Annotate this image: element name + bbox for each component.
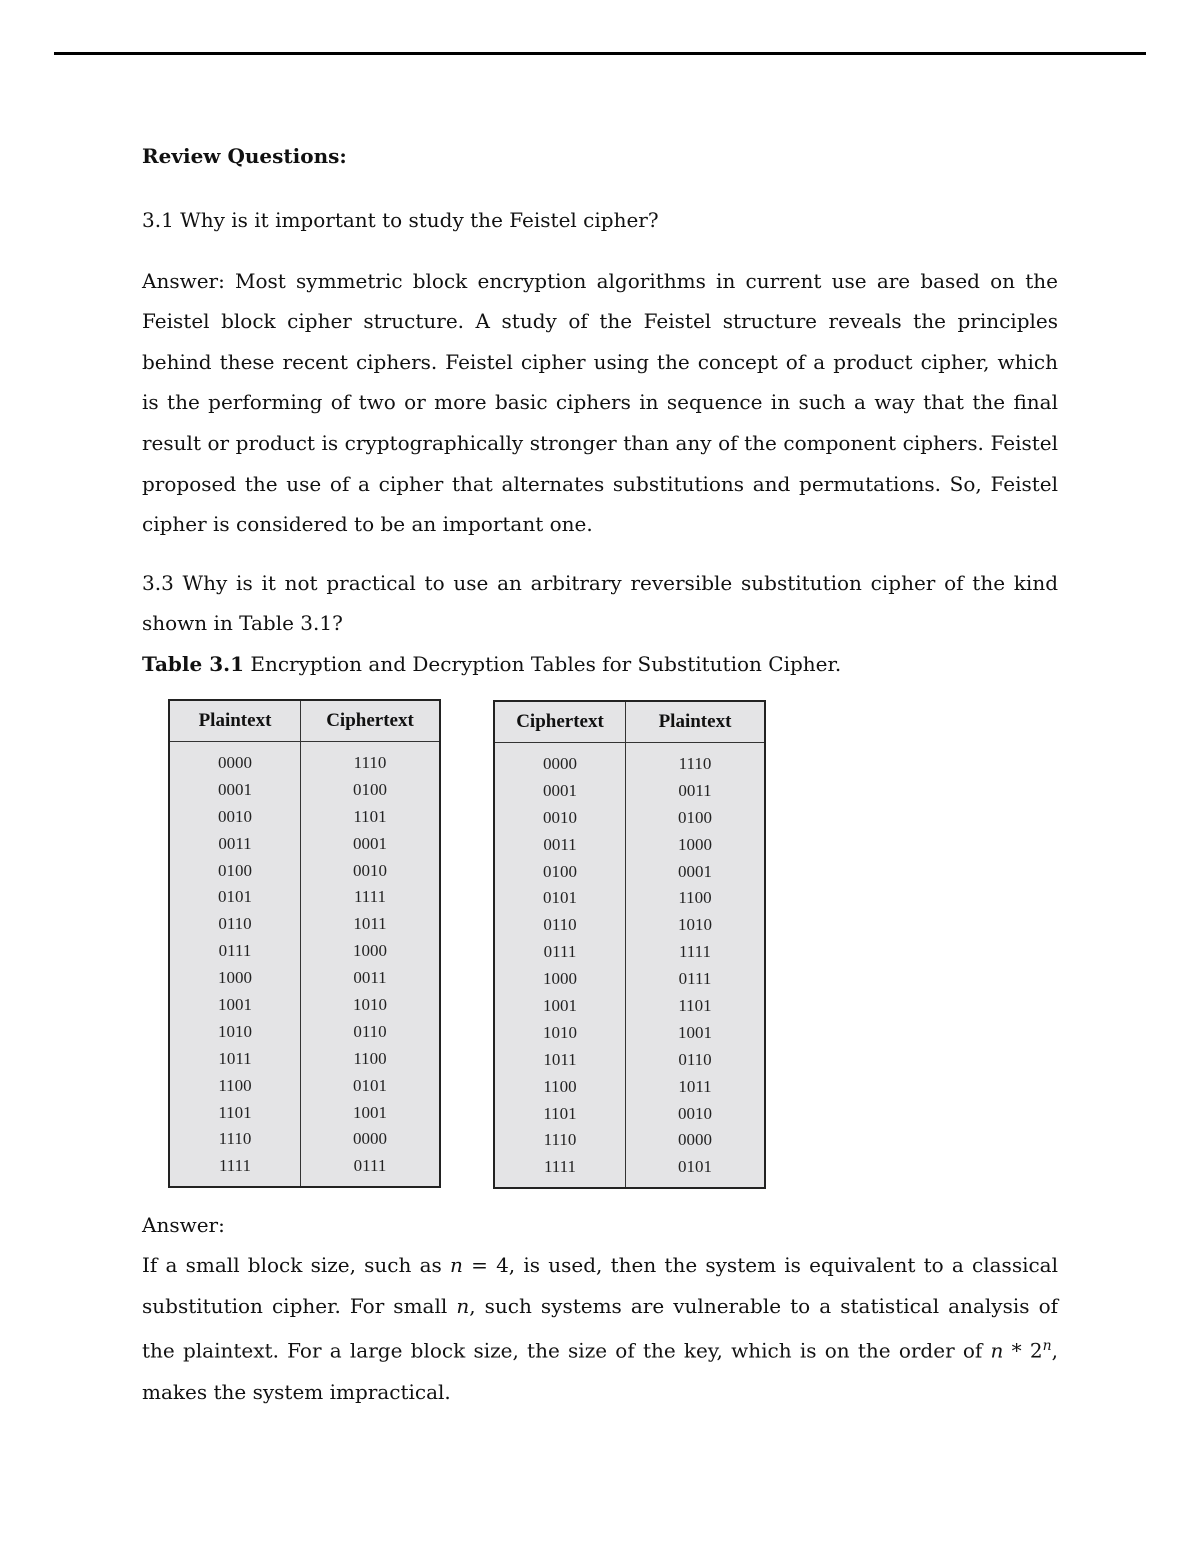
encryption-table-cell: 1110 [169,1126,301,1153]
decryption-table-cell: 1101 [494,1100,626,1127]
encryption-table-row [169,911,440,938]
encryption-table-cell: 0101 [353,1075,387,1095]
encryption-table-row [169,1099,440,1126]
decryption-table-row [494,804,765,831]
top-rule [54,52,1146,55]
decryption-table-row [494,885,765,912]
decryption-table-row [494,1073,765,1100]
decryption-table-row [494,858,765,885]
decryption-table-cell: 1000 [494,966,626,993]
encryption-header-ciphertext: Ciphertext [301,700,441,742]
decryption-table-cell: 0000 [494,742,626,777]
encryption-table-cell: 1001 [353,1102,387,1122]
encryption-table-cell: 1101 [169,1099,301,1126]
encryption-table-cell: 0110 [169,911,301,938]
question-3-3: 3.3 Why is it not practical to use an arbitrary reversible substitution cipher of the kind shown in Table 3.1? [142,570,1058,636]
encryption-table-row [169,803,440,830]
decryption-table-cell: 1100 [678,888,712,908]
encryption-table-cell: 1100 [353,1048,387,1068]
decryption-table-cell: 0011 [494,831,626,858]
encryption-table-row [169,1153,440,1187]
decryption-table-cell: 0011 [678,780,712,800]
decryption-table-row [494,742,765,777]
decryption-table-cell: 1111 [494,1154,626,1188]
table-caption-text: Encryption and Decryption Tables for Substitution Cipher. [244,651,842,676]
substitution-tables [142,699,1058,1199]
encryption-table-cell: 1111 [353,887,387,907]
decryption-table-row [494,966,765,993]
encryption-table-row [169,830,440,857]
answer-3-3-label: Answer: [142,1212,225,1237]
encryption-table-cell: 0111 [169,938,301,965]
encryption-table-cell: 0100 [169,857,301,884]
encryption-table-cell: 1010 [353,994,387,1014]
decryption-table-cell: 1101 [678,995,712,1015]
decryption-table-cell: 0110 [678,1049,712,1069]
decryption-table-row [494,1100,765,1127]
encryption-table-cell: 0000 [353,1129,387,1149]
decryption-table-cell: 0100 [678,807,712,827]
answer-3-1: Answer: Most symmetric block encryption algorithms in current use are based on the Feistel block cipher structure. A study of the Feistel structure reveals the principles behind these recent ciphers. Feistel cipher using the concept of a product cipher, which is the performing of two or more basic ciphers in sequence in such a way that the final result or product is cryptographically stronger than any of the component ciphers. Feistel proposed the use of a cipher that alternates substitutions and permutations. So, Feistel cipher is considered to be an important one. [142,268,1058,537]
encryption-table-cell: 0011 [169,830,301,857]
encryption-table-row [169,884,440,911]
decryption-table-row [494,993,765,1020]
decryption-header-plaintext: Plaintext [626,701,766,743]
encryption-table-cell: 0001 [169,776,301,803]
encryption-table-cell: 1100 [169,1072,301,1099]
decryption-table-cell: 1001 [678,1022,712,1042]
answer-3-3: If a small block size, such as n = 4, is used, then the system is equivalent to a classical substitution cipher. For small n, such systems are vulnerable to a statistical analysis of the plaintext. For a large block size, the size of the key, which is on the order of n * 2$^n$, makes the system impractical. [142,1253,1059,1404]
decryption-table-cell: 1011 [678,1076,712,1096]
decryption-table-row [494,777,765,804]
encryption-table-cell: 1011 [353,914,387,934]
decryption-table-row [494,1019,765,1046]
decryption-table-cell: 0111 [494,939,626,966]
encryption-table-row [169,776,440,803]
decryption-table-cell: 0101 [678,1157,712,1177]
encryption-table-cell: 1010 [169,1018,301,1045]
decryption-table-cell: 1100 [494,1073,626,1100]
decryption-table-cell: 1010 [678,915,712,935]
decryption-table-cell: 0000 [678,1130,712,1150]
decryption-table-row [494,1046,765,1073]
encryption-table-cell: 0010 [169,803,301,830]
encryption-table-cell: 1101 [353,806,387,826]
decryption-table-cell: 0100 [494,858,626,885]
decryption-table-cell: 0001 [494,777,626,804]
encryption-table-row [169,857,440,884]
table-caption [142,644,1058,685]
decryption-table-cell: 0001 [678,861,712,881]
encryption-table-cell: 0001 [353,833,387,853]
decryption-header-ciphertext: Ciphertext [494,701,626,743]
question-3-1: 3.1 Why is it important to study the Feistel cipher? [142,208,659,232]
encryption-table-cell: 1000 [353,941,387,961]
encryption-table-row [169,992,440,1019]
encryption-table-row [169,1045,440,1072]
section-heading: Review Questions: [142,144,347,168]
encryption-table-cell: 0000 [169,741,301,776]
encryption-table-row [169,938,440,965]
table-caption-label: Table 3.1 [142,651,244,676]
encryption-table-cell: 0101 [169,884,301,911]
decryption-table-cell: 0110 [494,912,626,939]
decryption-table-cell: 0101 [494,885,626,912]
decryption-table-cell: 1010 [494,1019,626,1046]
encryption-header-plaintext: Plaintext [169,700,301,742]
encryption-table-row [169,965,440,992]
decryption-table-cell: 1111 [678,942,712,962]
decryption-table-cell: 1110 [494,1127,626,1154]
encryption-table-cell: 0111 [353,1156,387,1176]
decryption-table-cell: 0010 [678,1103,712,1123]
decryption-table-row [494,912,765,939]
encryption-table-cell: 1111 [169,1153,301,1187]
decryption-table-row [494,939,765,966]
decryption-table-cell: 1000 [678,834,712,854]
encryption-table-row [169,741,440,776]
encryption-table-cell: 1110 [353,752,387,772]
decryption-table [493,700,766,1189]
encryption-table-row [169,1126,440,1153]
decryption-table-cell: 1110 [678,753,712,773]
encryption-table-cell: 1011 [169,1045,301,1072]
decryption-table-row [494,1154,765,1188]
decryption-table-cell: 0111 [678,969,712,989]
decryption-table-row [494,831,765,858]
encryption-table [168,699,441,1188]
decryption-table-cell: 1001 [494,993,626,1020]
encryption-table-cell: 1000 [169,965,301,992]
encryption-table-cell: 0100 [353,779,387,799]
decryption-table-cell: 1011 [494,1046,626,1073]
encryption-table-cell: 0011 [353,968,387,988]
document-body [142,140,1058,1412]
encryption-table-row [169,1072,440,1099]
encryption-table-row [169,1018,440,1045]
decryption-table-cell: 0010 [494,804,626,831]
decryption-table-row [494,1127,765,1154]
encryption-table-cell: 0010 [353,860,387,880]
encryption-table-cell: 0110 [353,1021,387,1041]
encryption-table-cell: 1001 [169,992,301,1019]
